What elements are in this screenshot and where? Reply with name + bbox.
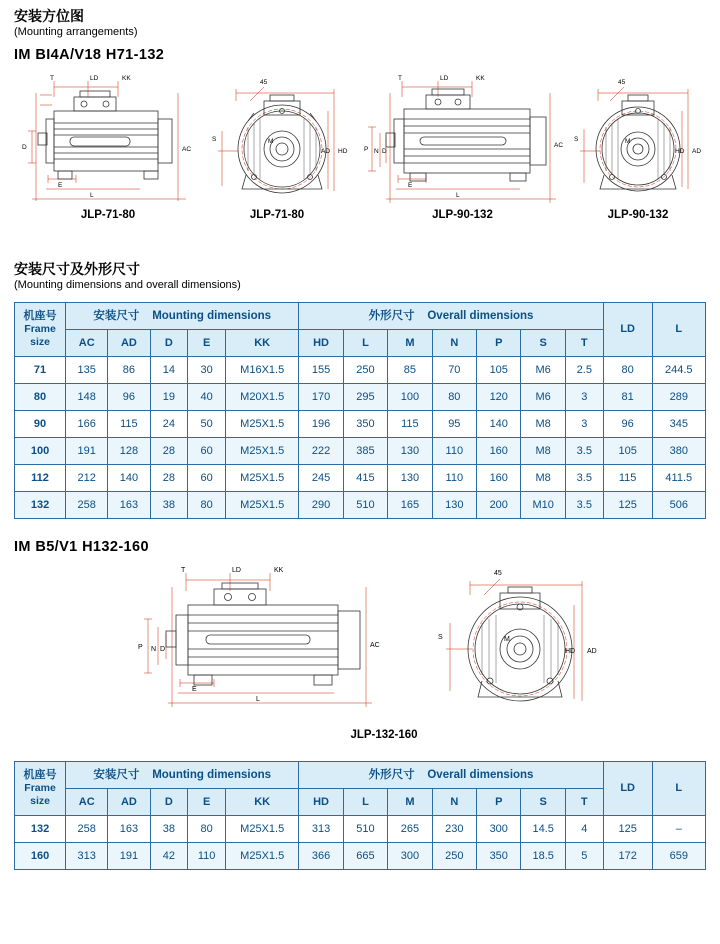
cell-n: 130 [432, 492, 476, 519]
cell-ac: 258 [66, 816, 108, 843]
label-AC: AC [554, 142, 564, 149]
cell-ltotal: 380 [652, 438, 705, 465]
cell-p: 300 [477, 816, 521, 843]
cell-s: M8 [521, 411, 565, 438]
t2-mounting-cn: 安装尺寸 [93, 768, 140, 781]
table1-header-row-1 [15, 303, 706, 330]
label-T: T [398, 75, 402, 82]
cell-l: 415 [343, 465, 387, 492]
table-row [15, 816, 706, 843]
t1-frame-en2: size [30, 336, 50, 348]
table2-col-P: P [477, 789, 521, 816]
table1-mounting-header [66, 303, 299, 330]
table2-header-row-2 [15, 789, 706, 816]
cell-s: M6 [521, 384, 565, 411]
cell-m: 115 [388, 411, 432, 438]
label-N: N [374, 148, 379, 155]
drawing-caption-4: JLP-90-132 [607, 209, 669, 221]
label-AD: AD [587, 648, 597, 655]
label-LD: LD [440, 75, 449, 82]
dimensions-table-1 [14, 302, 706, 519]
cell-m: 300 [388, 843, 432, 870]
label-angle: 45 [260, 79, 268, 86]
section2-title-cn: 安装尺寸及外形尺寸 [14, 261, 140, 277]
cell-ac: 313 [66, 843, 108, 870]
table2-col-KK: KK [226, 789, 299, 816]
label-T: T [181, 567, 186, 574]
table1-col-L: L [343, 330, 387, 357]
drawing-caption-2: JLP-71-80 [249, 209, 305, 221]
table1-col-P: P [477, 330, 521, 357]
dimensions-table-2 [14, 761, 706, 870]
table1-col-HD: HD [299, 330, 343, 357]
cell-n: 95 [432, 411, 476, 438]
cell-ld: 172 [603, 843, 652, 870]
mounting-arrangement-drawings [14, 71, 706, 241]
t2-overall-en: Overall dimensions [427, 768, 534, 781]
cell-hd: 170 [299, 384, 343, 411]
label-T: T [50, 75, 54, 82]
table2-col-M: M [388, 789, 432, 816]
t1-overall-cn: 外形尺寸 [368, 309, 415, 322]
cell-ltotal: 289 [652, 384, 705, 411]
cell-l: 665 [343, 843, 387, 870]
cell-e: 40 [188, 384, 226, 411]
drawing-jlp-71-80-side [18, 71, 198, 221]
cell-e: 80 [188, 492, 226, 519]
cell-ad: 191 [108, 843, 150, 870]
label-KK: KK [122, 75, 131, 82]
table2-frame-header [15, 762, 66, 816]
cell-t: 4 [565, 816, 603, 843]
cell-ad: 163 [108, 492, 150, 519]
cell-kk: M25X1.5 [226, 816, 299, 843]
cell-m: 100 [388, 384, 432, 411]
table1-ld-header: LD [603, 303, 652, 357]
cell-e: 50 [188, 411, 226, 438]
cell-n: 110 [432, 465, 476, 492]
table-row [15, 492, 706, 519]
label-P: P [138, 644, 143, 651]
cell-frame: 132 [15, 492, 66, 519]
cell-kk: M16X1.5 [226, 357, 299, 384]
t1-frame-en: Frame [24, 323, 56, 335]
cell-ltotal: 244.5 [652, 357, 705, 384]
cell-n: 70 [432, 357, 476, 384]
cell-frame: 160 [15, 843, 66, 870]
drawing-svg-6 [432, 561, 622, 726]
section2-title-en: (Mounting dimensions and overall dimensions) [14, 279, 241, 291]
table2-header-row-1 [15, 762, 706, 789]
cell-ld: 105 [603, 438, 652, 465]
cell-hd: 245 [299, 465, 343, 492]
drawing-caption-1: JLP-71-80 [80, 209, 136, 221]
cell-l: 350 [343, 411, 387, 438]
label-LD: LD [90, 75, 99, 82]
label-KK: KK [476, 75, 485, 82]
table2-col-E: E [188, 789, 226, 816]
cell-ltotal: 411.5 [652, 465, 705, 492]
table-row [15, 843, 706, 870]
label-KK: KK [274, 567, 284, 574]
label-E: E [58, 182, 63, 189]
cell-ld: 125 [603, 816, 652, 843]
cell-d: 38 [150, 816, 188, 843]
cell-s: M8 [521, 438, 565, 465]
label-S: S [438, 634, 443, 641]
cell-e: 60 [188, 438, 226, 465]
cell-m: 165 [388, 492, 432, 519]
table1-overall-header [299, 303, 603, 330]
cell-ac: 258 [66, 492, 108, 519]
cell-ltotal: 506 [652, 492, 705, 519]
table1-col-E: E [188, 330, 226, 357]
label-L: L [90, 192, 94, 199]
cell-ac: 148 [66, 384, 108, 411]
drawing-svg-3 [360, 71, 565, 221]
table2-col-HD: HD [299, 789, 343, 816]
table1-col-T: T [565, 330, 603, 357]
label-S: S [574, 136, 579, 143]
label-HD: HD [675, 148, 685, 155]
cell-l: 250 [343, 357, 387, 384]
table-row [15, 384, 706, 411]
table1-col-D: D [150, 330, 188, 357]
t1-overall-en: Overall dimensions [427, 309, 534, 322]
cell-frame: 90 [15, 411, 66, 438]
cell-ld: 115 [603, 465, 652, 492]
drawing-jlp-132-160-end [432, 561, 622, 726]
cell-t: 3 [565, 411, 603, 438]
cell-ad: 115 [108, 411, 150, 438]
cell-frame: 80 [15, 384, 66, 411]
cell-hd: 313 [299, 816, 343, 843]
cell-kk: M25X1.5 [226, 843, 299, 870]
cell-t: 5 [565, 843, 603, 870]
label-HD: HD [565, 648, 576, 655]
cell-ac: 191 [66, 438, 108, 465]
section3-im-title: IM B5/V1 H132-160 [14, 539, 149, 555]
cell-d: 42 [150, 843, 188, 870]
cell-ad: 140 [108, 465, 150, 492]
drawing-svg-5 [134, 561, 399, 726]
cell-s: 18.5 [521, 843, 565, 870]
cell-hd: 222 [299, 438, 343, 465]
label-D: D [382, 148, 387, 155]
cell-ld: 80 [603, 357, 652, 384]
cell-ac: 166 [66, 411, 108, 438]
label-HD: HD [338, 148, 348, 155]
cell-hd: 290 [299, 492, 343, 519]
label-M: M [504, 636, 510, 643]
table1-frame-header [15, 303, 66, 357]
label-angle: 45 [494, 570, 502, 577]
label-D: D [160, 646, 166, 653]
cell-s: M6 [521, 357, 565, 384]
label-L: L [456, 192, 460, 199]
cell-frame: 112 [15, 465, 66, 492]
cell-frame: 100 [15, 438, 66, 465]
cell-hd: 196 [299, 411, 343, 438]
cell-t: 3.5 [565, 465, 603, 492]
cell-t: 2.5 [565, 357, 603, 384]
cell-p: 350 [477, 843, 521, 870]
table-row [15, 438, 706, 465]
table-row [15, 465, 706, 492]
cell-l: 295 [343, 384, 387, 411]
label-LD: LD [232, 567, 241, 574]
cell-p: 160 [477, 438, 521, 465]
cell-ltotal: 659 [652, 843, 705, 870]
label-L: L [256, 696, 260, 703]
table2-ld-header: LD [603, 762, 652, 816]
label-AC: AC [182, 146, 192, 153]
drawing-svg-2 [202, 71, 352, 221]
section1-title-en: (Mounting arrangements) [14, 26, 138, 38]
cell-ltotal: – [652, 816, 705, 843]
cell-e: 80 [188, 816, 226, 843]
label-M: M [625, 138, 631, 145]
drawing-caption-3: JLP-90-132 [432, 209, 493, 221]
cell-kk: M25X1.5 [226, 438, 299, 465]
table1-body [15, 357, 706, 519]
cell-t: 3.5 [565, 492, 603, 519]
label-N: N [151, 646, 157, 653]
cell-e: 110 [188, 843, 226, 870]
cell-ld: 96 [603, 411, 652, 438]
cell-ad: 163 [108, 816, 150, 843]
cell-hd: 366 [299, 843, 343, 870]
cell-m: 130 [388, 465, 432, 492]
cell-hd: 155 [299, 357, 343, 384]
table-row [15, 411, 706, 438]
cell-t: 3.5 [565, 438, 603, 465]
cell-s: M8 [521, 465, 565, 492]
cell-d: 24 [150, 411, 188, 438]
t2-frame-en: Frame [24, 782, 56, 794]
cell-d: 28 [150, 438, 188, 465]
cell-p: 120 [477, 384, 521, 411]
cell-m: 85 [388, 357, 432, 384]
cell-m: 265 [388, 816, 432, 843]
cell-p: 160 [477, 465, 521, 492]
t2-overall-cn: 外形尺寸 [368, 768, 415, 781]
label-M: M [268, 138, 274, 145]
cell-kk: M25X1.5 [226, 411, 299, 438]
cell-ld: 81 [603, 384, 652, 411]
t1-frame-cn: 机座号 [23, 310, 57, 322]
cell-ltotal: 345 [652, 411, 705, 438]
cell-l: 510 [343, 492, 387, 519]
table-row [15, 357, 706, 384]
table2-col-T: T [565, 789, 603, 816]
label-AC: AC [370, 642, 380, 649]
cell-ac: 212 [66, 465, 108, 492]
t2-mounting-en: Mounting dimensions [152, 768, 272, 781]
cell-d: 38 [150, 492, 188, 519]
table2-col-S: S [521, 789, 565, 816]
cell-ad: 86 [108, 357, 150, 384]
cell-e: 60 [188, 465, 226, 492]
table2-mounting-header [66, 762, 299, 789]
table1-col-KK: KK [226, 330, 299, 357]
table1-col-N: N [432, 330, 476, 357]
drawing-jlp-71-80-end [202, 71, 352, 221]
table2-col-AC: AC [66, 789, 108, 816]
cell-p: 105 [477, 357, 521, 384]
t1-mounting-en: Mounting dimensions [152, 309, 272, 322]
cell-d: 19 [150, 384, 188, 411]
cell-kk: M25X1.5 [226, 492, 299, 519]
cell-t: 3 [565, 384, 603, 411]
cell-s: 14.5 [521, 816, 565, 843]
cell-ad: 96 [108, 384, 150, 411]
label-S: S [212, 136, 217, 143]
cell-n: 110 [432, 438, 476, 465]
cell-frame: 132 [15, 816, 66, 843]
table2-col-N: N [432, 789, 476, 816]
table1-header-row-2 [15, 330, 706, 357]
cell-p: 200 [477, 492, 521, 519]
drawing-svg-1 [18, 71, 198, 221]
cell-e: 30 [188, 357, 226, 384]
cell-l: 385 [343, 438, 387, 465]
section1-im-title: IM BI4A/V18 H71-132 [14, 47, 165, 63]
label-AD: AD [321, 148, 331, 155]
drawing-jlp-132-160-side [134, 561, 399, 726]
label-E: E [408, 182, 413, 189]
t2-frame-en2: size [30, 795, 50, 807]
drawing-jlp-90-132-side [360, 71, 565, 221]
cell-ac: 135 [66, 357, 108, 384]
table2-overall-header [299, 762, 603, 789]
drawing-jlp-90-132-end [570, 71, 706, 221]
cell-kk: M25X1.5 [226, 465, 299, 492]
table2-body [15, 816, 706, 870]
label-D: D [22, 144, 27, 151]
table1-col-M: M [388, 330, 432, 357]
label-angle: 45 [618, 79, 626, 86]
table2-col-D: D [150, 789, 188, 816]
label-AD: AD [692, 148, 702, 155]
t1-mounting-cn: 安装尺寸 [93, 309, 140, 322]
b5-v1-drawings [14, 561, 706, 751]
drawing-svg-4 [570, 71, 706, 221]
table1-l-header: L [652, 303, 705, 357]
table1-col-S: S [521, 330, 565, 357]
drawing-caption-5: JLP-132-160 [350, 729, 418, 741]
table2-l-header: L [652, 762, 705, 816]
table2-col-L: L [343, 789, 387, 816]
cell-m: 130 [388, 438, 432, 465]
cell-n: 250 [432, 843, 476, 870]
label-E: E [192, 686, 197, 693]
cell-d: 28 [150, 465, 188, 492]
cell-ad: 128 [108, 438, 150, 465]
cell-n: 80 [432, 384, 476, 411]
cell-p: 140 [477, 411, 521, 438]
table1-col-AD: AD [108, 330, 150, 357]
cell-d: 14 [150, 357, 188, 384]
table2-col-AD: AD [108, 789, 150, 816]
section1-title-cn: 安装方位图 [14, 8, 84, 24]
cell-n: 230 [432, 816, 476, 843]
cell-s: M10 [521, 492, 565, 519]
cell-l: 510 [343, 816, 387, 843]
table1-col-AC: AC [66, 330, 108, 357]
t2-frame-cn: 机座号 [23, 769, 57, 781]
cell-frame: 71 [15, 357, 66, 384]
cell-kk: M20X1.5 [226, 384, 299, 411]
cell-ld: 125 [603, 492, 652, 519]
label-P: P [364, 146, 369, 153]
